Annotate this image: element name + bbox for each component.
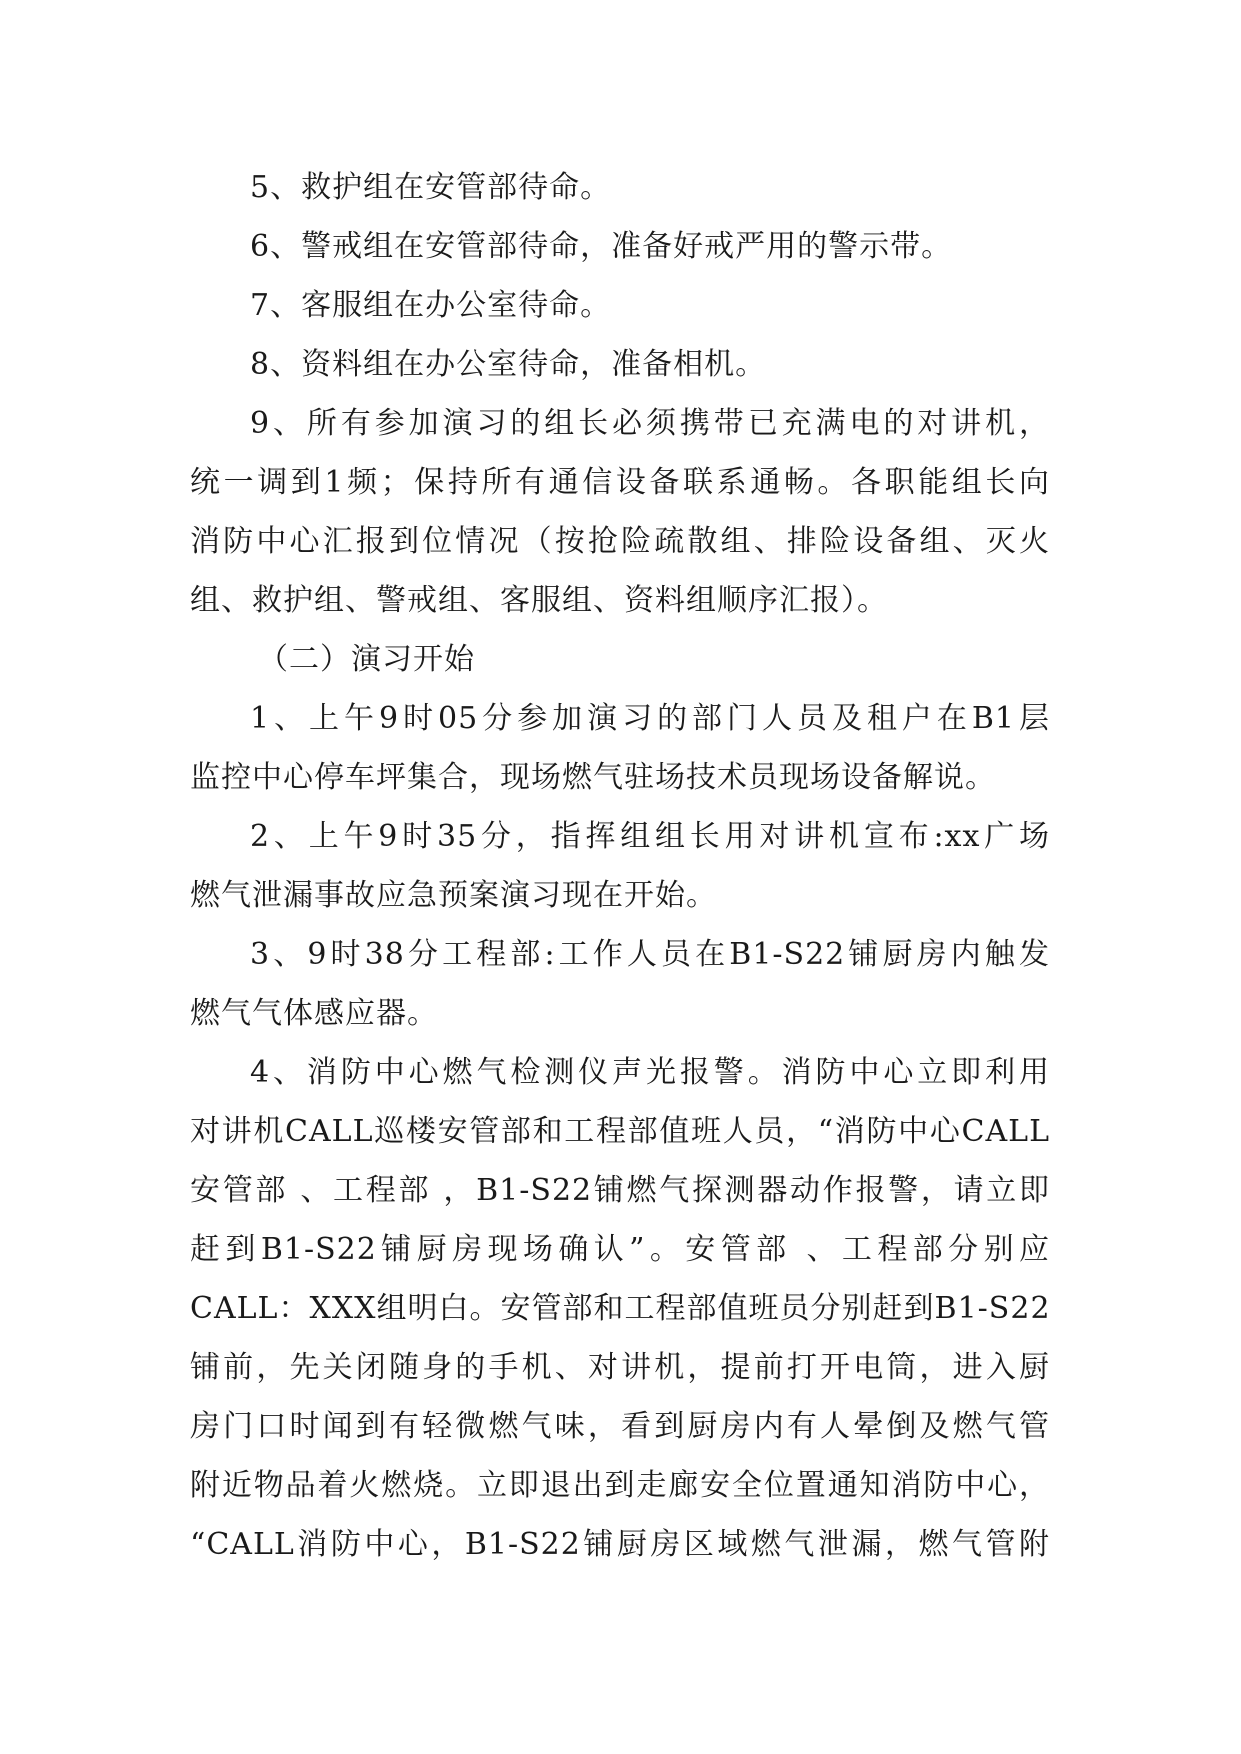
paragraph-step-4-line-6: 铺前，先关闭随身的手机、对讲机，提前打开电筒，进入厨 xyxy=(190,1350,1050,1385)
paragraph-step-2-line-1: 2、上午9时35分，指挥组组长用对讲机宣布:xx广场 xyxy=(250,819,1050,854)
paragraph-item-5: 5、救护组在安管部待命。 xyxy=(250,170,612,205)
paragraph-item-6: 6、警戒组在安管部待命，准备好戒严用的警示带。 xyxy=(250,229,953,264)
paragraph-step-4-line-3: 安管部 、工程部 ，B1-S22铺燃气探测器动作报警，请立即 xyxy=(190,1173,1050,1208)
paragraph-step-3-line-1: 3、9时38分工程部:工作人员在B1-S22铺厨房内触发 xyxy=(250,937,1050,972)
paragraph-item-7: 7、客服组在办公室待命。 xyxy=(250,288,612,323)
paragraph-step-4-line-1: 4、消防中心燃气检测仪声光报警。消防中心立即利用 xyxy=(250,1055,1050,1090)
paragraph-item-8: 8、资料组在办公室待命，准备相机。 xyxy=(250,347,767,382)
paragraph-item-9-line-3: 消防中心汇报到位情况（按抢险疏散组、排险设备组、灭火 xyxy=(190,524,1050,559)
paragraph-step-4-line-2: 对讲机CALL巡楼安管部和工程部值班人员，“消防中心CALL xyxy=(190,1114,1050,1149)
paragraph-step-4-line-5: CALL：XXX组明白。安管部和工程部值班员分别赶到B1-S22 xyxy=(190,1291,1051,1326)
paragraph-step-4-line-4: 赶到B1-S22铺厨房现场确认”。安管部 、工程部分别应 xyxy=(190,1232,1050,1267)
paragraph-item-9-line-4: 组、救护组、警戒组、客服组、资料组顺序汇报）。 xyxy=(190,583,888,618)
paragraph-item-9-line-2: 统一调到1频；保持所有通信设备联系通畅。各职能组长向 xyxy=(190,465,1050,500)
paragraph-step-4-line-8: 附近物品着火燃烧。立即退出到走廊安全位置通知消防中心， xyxy=(190,1468,1050,1503)
paragraph-step-1-line-1: 1、上午9时05分参加演习的部门人员及租户在B1层 xyxy=(250,701,1050,736)
paragraph-step-4-line-9: “CALL消防中心，B1-S22铺厨房区域燃气泄漏，燃气管附 xyxy=(190,1527,1050,1562)
section-heading: （二）演习开始 xyxy=(258,642,475,677)
paragraph-step-4-line-7: 房门口时闻到有轻微燃气味，看到厨房内有人晕倒及燃气管 xyxy=(190,1409,1050,1444)
paragraph-step-1-line-2: 监控中心停车坪集合，现场燃气驻场技术员现场设备解说。 xyxy=(190,760,996,795)
paragraph-step-3-line-2: 燃气气体感应器。 xyxy=(190,996,438,1031)
paragraph-step-2-line-2: 燃气泄漏事故应急预案演习现在开始。 xyxy=(190,878,717,913)
document-body xyxy=(190,158,1050,1574)
paragraph-item-9-line-1: 9、所有参加演习的组长必须携带已充满电的对讲机， xyxy=(250,406,1050,441)
